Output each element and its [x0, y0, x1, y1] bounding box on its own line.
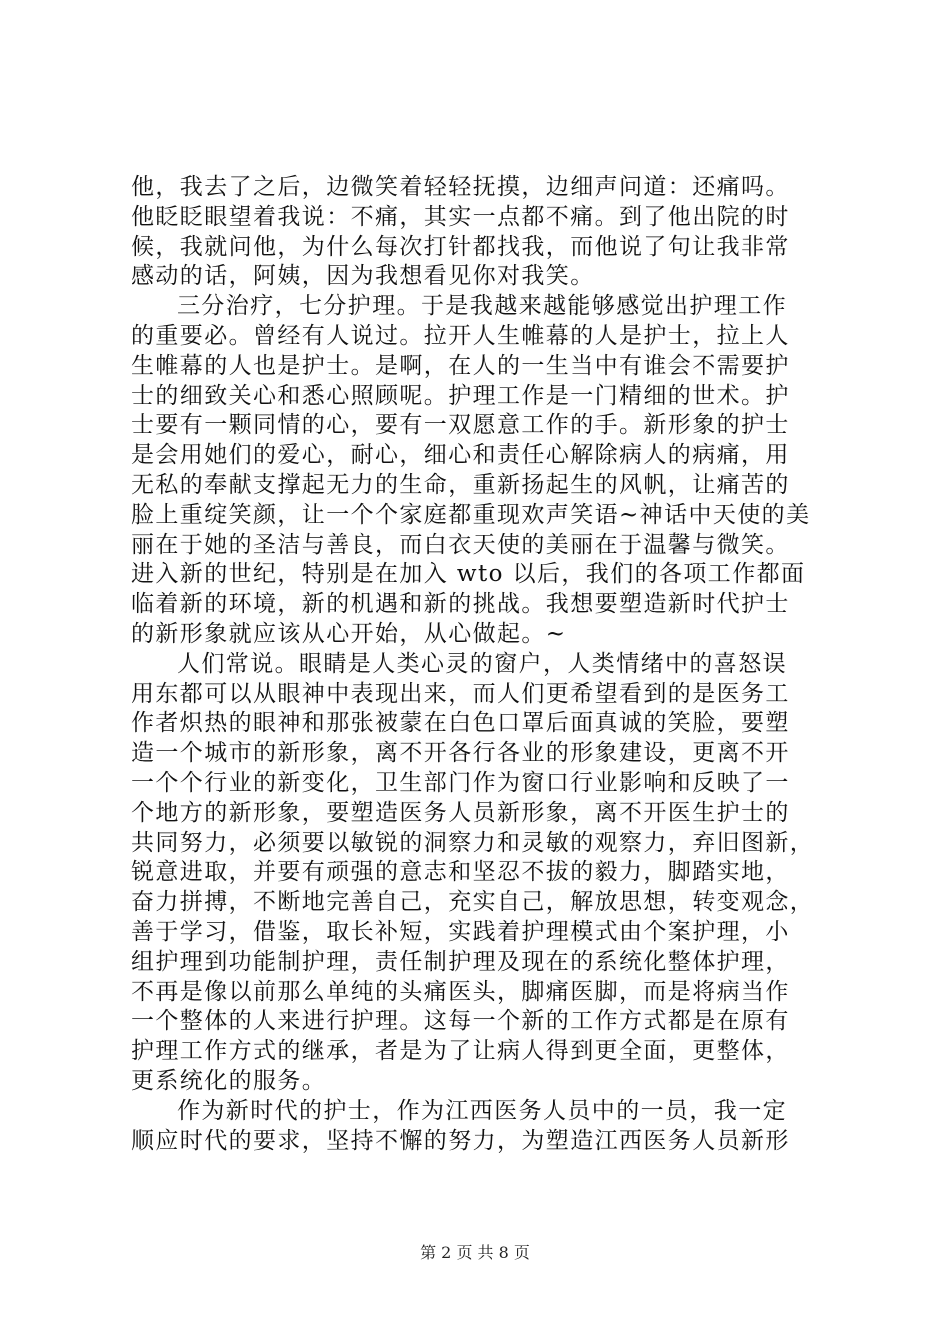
text-line: 进入新的世纪，特别是在加入 wto 以后，我们的各项工作都面 — [131, 561, 806, 588]
text-line: 他眨眨眼望着我说：不痛，其实一点都不痛。到了他出院的时 — [131, 203, 790, 230]
text-line: 候，我就问他，为什么每次打针都找我，而他说了句让我非常 — [131, 233, 790, 260]
text-line: 的重要必。曾经有人说过。拉开人生帷幕的人是护士，拉上人 — [131, 322, 790, 349]
text-line: 护理工作方式的继承，者是为了让病人得到更全面，更整体， — [131, 1038, 790, 1065]
text-line: 是会用她们的爱心，耐心，细心和责任心解除病人的病痛，用 — [131, 442, 790, 469]
text-line: 的新形象就应该从心开始，从心做起。~ — [131, 620, 567, 647]
text-line: 无私的奉献支撑起无力的生命，重新扬起生的风帆，让痛苦的 — [131, 471, 790, 498]
text-line: 顺应时代的要求，坚持不懈的努力，为塑造江西医务人员新形 — [131, 1127, 790, 1154]
text-line: 作者炽热的眼神和那张被蒙在白色口罩后面真诚的笑脸，要塑 — [131, 710, 790, 737]
text-line: 生帷幕的人也是护士。是啊，在人的一生当中有谁会不需要护 — [131, 352, 790, 379]
text-line: 不再是像以前那么单纯的头痛医头，脚痛医脚，而是将病当作 — [131, 978, 790, 1005]
text-line: 一个个行业的新变化，卫生部门作为窗口行业影响和反映了一 — [131, 769, 790, 796]
text-line: 一个整体的人来进行护理。这每一个新的工作方式都是在原有 — [131, 1008, 790, 1035]
text-line: 善于学习，借鉴，取长补短，实践着护理模式由个案护理，小 — [131, 918, 790, 945]
text-line: 三分治疗，七分护理。于是我越来越能够感觉出护理工作 — [177, 293, 787, 320]
text-line: 锐意进取，并要有顽强的意志和坚忍不拔的毅力，脚踏实地， — [131, 859, 790, 886]
text-line: 他，我去了之后，边微笑着轻轻抚摸，边细声问道：还痛吗。 — [131, 174, 790, 200]
text-line: 奋力拼搏，不断地完善自己，充实自己，解放思想，转变观念， — [131, 889, 815, 916]
document-body — [131, 173, 831, 1156]
text-line: 作为新时代的护士，作为江西医务人员中的一员，我一定 — [177, 1097, 787, 1124]
text-line: 丽在于她的圣洁与善良，而白衣天使的美丽在于温馨与微笑。 — [131, 531, 790, 558]
text-line: 造一个城市的新形象，离不开各行各业的形象建设，更离不开 — [131, 740, 790, 767]
text-line: 临着新的环境，新的机遇和新的挑战。我想要塑造新时代护士 — [131, 591, 790, 618]
text-line: 脸上重绽笑颜，让一个个家庭都重现欢声笑语~神话中天使的美 — [131, 501, 811, 528]
text-line: 士要有一颗同情的心，要有一双愿意工作的手。新形象的护士 — [131, 412, 790, 439]
text-line: 用东都可以从眼神中表现出来，而人们更希望看到的是医务工 — [131, 680, 790, 707]
text-line: 组护理到功能制护理，责任制护理及现在的系统化整体护理， — [131, 948, 790, 975]
text-line: 感动的话，阿姨，因为我想看见你对我笑。 — [131, 263, 595, 290]
text-line: 士的细致关心和悉心照顾呢。护理工作是一门精细的世术。护 — [131, 382, 790, 409]
text-line: 共同努力，必须要以敏锐的洞察力和灵敏的观察力，弃旧图新， — [131, 829, 815, 856]
page-footer: 第 2 页 共 8 页 — [420, 1243, 530, 1262]
text-line: 更系统化的服务。 — [131, 1067, 327, 1094]
text-line: 个地方的新形象，要塑造医务人员新形象，离不开医生护士的 — [131, 799, 790, 826]
text-line: 人们常说。眼睛是人类心灵的窗户，人类情绪中的喜怒误 — [177, 650, 787, 677]
